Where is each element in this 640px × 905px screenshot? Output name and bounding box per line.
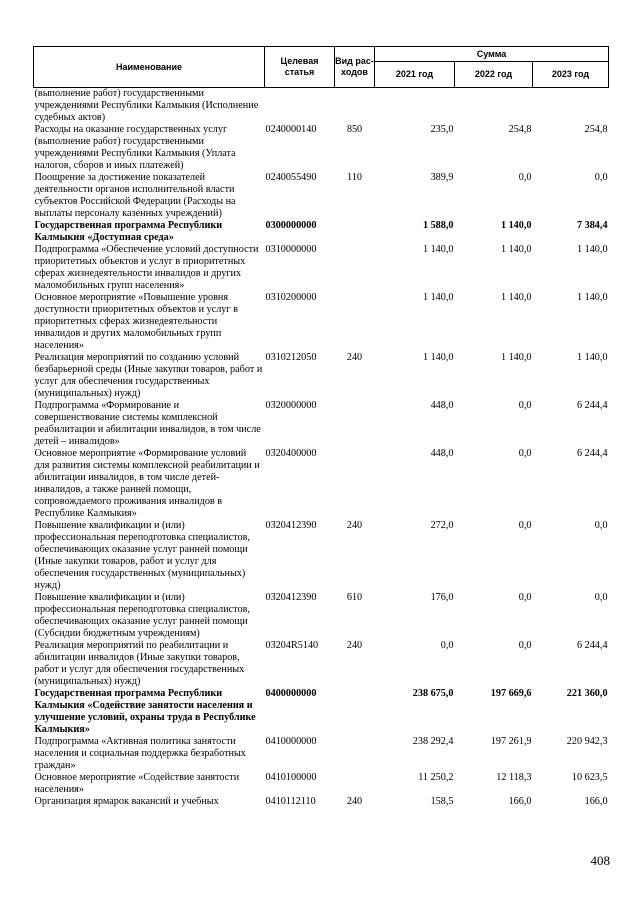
cell-expense-type bbox=[335, 220, 375, 244]
cell-target-code: 0320412390 bbox=[265, 592, 317, 603]
cell-target-code: 0240000140 bbox=[265, 124, 317, 135]
cell-expense-type bbox=[335, 88, 375, 125]
cell-expense-type: 240 bbox=[346, 352, 363, 363]
table-body bbox=[34, 88, 609, 809]
cell-expense-type bbox=[335, 688, 375, 736]
table-row bbox=[34, 448, 609, 520]
cell-name: Основное мероприятие «Формирование условий для развития системы комплексной реабилитации и абилитации инвалидов, в том числе детей-инвалидов, а также ранней помощи, сопровождаемого проживания инвалидов в Республике Калмыкия» bbox=[34, 448, 260, 519]
cell-target-code: 0410112110 bbox=[265, 796, 316, 807]
cell-amount-2021: 11 250,2 bbox=[418, 772, 454, 783]
cell-amount-2021: 238 292,4 bbox=[412, 736, 454, 747]
cell-expense-type: 240 bbox=[346, 520, 363, 531]
table-row bbox=[34, 796, 609, 808]
cell-amount-2023: 0,0 bbox=[594, 520, 608, 531]
cell-amount-2021: 1 140,0 bbox=[422, 352, 454, 363]
table-row bbox=[34, 688, 609, 736]
cell-name: Реализация мероприятий по созданию условий безбарьерной среды (Иные закупки товаров, работ и услуг для обеспечения государственных (муниципальных) нужд) bbox=[34, 352, 263, 399]
header-year-2022: 2022 год bbox=[455, 62, 533, 88]
table-row bbox=[34, 244, 609, 292]
cell-name: Повышение квалификации и (или) профессиональная переподготовка специалистов, обеспечивающих оказание услуг ранней помощи (Иные закупки товаров, работ и услуг для обеспечения государственных (муниципальных) нужд) bbox=[34, 520, 250, 591]
cell-amount-2023: 6 244,4 bbox=[576, 448, 608, 459]
cell-target-code: 0400000000 bbox=[265, 688, 317, 699]
cell-amount-2021 bbox=[375, 88, 455, 125]
cell-expense-type: 240 bbox=[346, 796, 363, 807]
cell-amount-2023: 1 140,0 bbox=[576, 352, 608, 363]
cell-target-code: 0240055490 bbox=[265, 172, 317, 183]
cell-amount-2023: 0,0 bbox=[594, 592, 608, 603]
cell-amount-2021: 389,9 bbox=[430, 172, 454, 183]
table-row bbox=[34, 352, 609, 400]
header-target: Целевая статья bbox=[265, 47, 335, 88]
cell-amount-2022: 1 140,0 bbox=[500, 292, 532, 303]
table-row bbox=[34, 736, 609, 772]
cell-expense-type: 110 bbox=[347, 172, 362, 183]
cell-amount-2022: 1 140,0 bbox=[500, 220, 532, 231]
cell-expense-type bbox=[335, 448, 375, 520]
cell-amount-2022: 1 140,0 bbox=[500, 244, 532, 255]
cell-name: Расходы на оказание государственных услуг (выполнение работ) государственными учреждениями Республики Калмыкия (Уплата налогов, сборов и иных платежей) bbox=[34, 124, 236, 171]
cell-amount-2022: 0,0 bbox=[518, 640, 532, 651]
cell-amount-2022 bbox=[455, 88, 533, 125]
cell-target-code: 0310212050 bbox=[265, 352, 317, 363]
cell-amount-2023: 254,8 bbox=[584, 124, 608, 135]
table-row bbox=[34, 592, 609, 640]
cell-name: Организация ярмарок вакансий и учебных bbox=[34, 796, 219, 807]
cell-name: Государственная программа Республики Калмыкия «Доступная среда» bbox=[34, 220, 223, 243]
cell-name: Подпрограмма «Обеспечение условий доступности приоритетных объектов и услуг в приоритетных сферах жизнедеятельности инвалидов и других маломобильных групп населения» bbox=[34, 244, 259, 291]
table-row bbox=[34, 220, 609, 244]
table-row bbox=[34, 400, 609, 448]
cell-amount-2023: 221 360,0 bbox=[566, 688, 608, 699]
cell-name: Реализация мероприятий по реабилитации и абилитации инвалидов (Иные закупки товаров, работ и услуг для обеспечения государственных (муниципальных) нужд) bbox=[34, 640, 245, 687]
cell-target-code: 0300000000 bbox=[265, 220, 317, 231]
cell-amount-2021: 1 140,0 bbox=[422, 292, 454, 303]
cell-target-code: 0310000000 bbox=[265, 244, 317, 255]
cell-expense-type: 240 bbox=[346, 640, 363, 651]
cell-amount-2021: 235,0 bbox=[430, 124, 454, 135]
cell-target-code: 0320000000 bbox=[265, 400, 317, 411]
cell-name: (выполнение работ) государственными учреждениями Республики Калмыкия (Исполнение судебных актов) bbox=[34, 88, 259, 123]
cell-amount-2022: 197 669,6 bbox=[490, 688, 532, 699]
page-number: 408 bbox=[590, 853, 610, 868]
cell-amount-2021: 272,0 bbox=[430, 520, 454, 531]
table-row bbox=[34, 772, 609, 796]
cell-expense-type bbox=[335, 772, 375, 796]
header-vid: Вид рас-ходов bbox=[335, 47, 375, 88]
cell-name: Подпрограмма «Активная политика занятости населения и социальная поддержка безработных граждан» bbox=[34, 736, 246, 771]
cell-amount-2022: 0,0 bbox=[518, 172, 532, 183]
table-header bbox=[34, 47, 609, 88]
cell-amount-2022: 1 140,0 bbox=[500, 352, 532, 363]
cell-target-code: 0320412390 bbox=[265, 520, 317, 531]
cell-amount-2022: 254,8 bbox=[508, 124, 532, 135]
cell-amount-2023: 1 140,0 bbox=[576, 292, 608, 303]
cell-name: Государственная программа Республики Калмыкия «Содействие занятости населения и улучшение условий, охраны труда в Республике Калмыкия» bbox=[34, 688, 256, 735]
cell-amount-2022: 0,0 bbox=[518, 520, 532, 531]
cell-amount-2021: 0,0 bbox=[440, 640, 454, 651]
cell-amount-2023: 1 140,0 bbox=[576, 244, 608, 255]
cell-amount-2023: 6 244,4 bbox=[576, 400, 608, 411]
cell-amount-2023 bbox=[533, 88, 609, 125]
budget-table bbox=[33, 46, 609, 808]
cell-target-code bbox=[265, 88, 335, 125]
cell-target-code: 0410100000 bbox=[265, 772, 317, 783]
cell-amount-2021: 176,0 bbox=[430, 592, 454, 603]
cell-target-code: 0320400000 bbox=[265, 448, 317, 459]
table-row bbox=[34, 124, 609, 172]
cell-expense-type: 850 bbox=[346, 124, 363, 135]
table-row bbox=[34, 88, 609, 125]
header-name: Наименование bbox=[34, 47, 265, 88]
cell-amount-2023: 166,0 bbox=[584, 796, 608, 807]
cell-name: Повышение квалификации и (или) профессиональная переподготовка специалистов, обеспечивающих оказание услуг ранней помощи (Субсидии бюджетным учреждениям) bbox=[34, 592, 250, 639]
cell-name: Поощрение за достижение показателей деятельности органов исполнительной власти субъектов Российской Федерации (Расходы на выплаты персоналу казенных учреждений) bbox=[34, 172, 236, 219]
cell-amount-2023: 6 244,4 bbox=[576, 640, 608, 651]
cell-target-code: 0410000000 bbox=[265, 736, 317, 747]
cell-amount-2021: 448,0 bbox=[430, 400, 454, 411]
cell-name: Основное мероприятие «Повышение уровня доступности приоритетных объектов и услуг в приоритетных сферах жизнедеятельности инвалидов и других маломобильных групп населения» bbox=[34, 292, 238, 351]
cell-amount-2021: 238 675,0 bbox=[412, 688, 454, 699]
table-row bbox=[34, 172, 609, 220]
cell-amount-2022: 166,0 bbox=[508, 796, 532, 807]
cell-amount-2021: 448,0 bbox=[430, 448, 454, 459]
cell-expense-type bbox=[335, 736, 375, 772]
cell-amount-2022: 12 118,3 bbox=[496, 772, 532, 783]
cell-expense-type bbox=[335, 400, 375, 448]
document-page bbox=[33, 46, 608, 808]
header-sum: Сумма bbox=[375, 47, 609, 62]
cell-expense-type: 610 bbox=[346, 592, 363, 603]
cell-amount-2023: 220 942,3 bbox=[566, 736, 608, 747]
cell-amount-2021: 158,5 bbox=[430, 796, 454, 807]
cell-name: Основное мероприятие «Содействие занятости населения» bbox=[34, 772, 240, 795]
table-row bbox=[34, 640, 609, 688]
cell-name: Подпрограмма «Формирование и совершенствование системы комплексной реабилитации и абилитации инвалидов, в том числе детей – инвалидов» bbox=[34, 400, 261, 447]
cell-amount-2022: 0,0 bbox=[518, 448, 532, 459]
cell-amount-2023: 10 623,5 bbox=[571, 772, 608, 783]
cell-expense-type bbox=[335, 292, 375, 352]
table-row bbox=[34, 292, 609, 352]
cell-expense-type bbox=[335, 244, 375, 292]
cell-amount-2022: 0,0 bbox=[518, 400, 532, 411]
header-year-2023: 2023 год bbox=[533, 62, 609, 88]
cell-amount-2021: 1 140,0 bbox=[422, 244, 454, 255]
cell-amount-2022: 197 261,9 bbox=[490, 736, 532, 747]
cell-target-code: 0310200000 bbox=[265, 292, 317, 303]
cell-amount-2023: 0,0 bbox=[594, 172, 608, 183]
cell-target-code: 03204R5140 bbox=[265, 640, 319, 651]
header-year-2021: 2021 год bbox=[375, 62, 455, 88]
cell-amount-2022: 0,0 bbox=[518, 592, 532, 603]
cell-amount-2023: 7 384,4 bbox=[576, 220, 608, 231]
cell-amount-2021: 1 588,0 bbox=[422, 220, 454, 231]
table-row bbox=[34, 520, 609, 592]
